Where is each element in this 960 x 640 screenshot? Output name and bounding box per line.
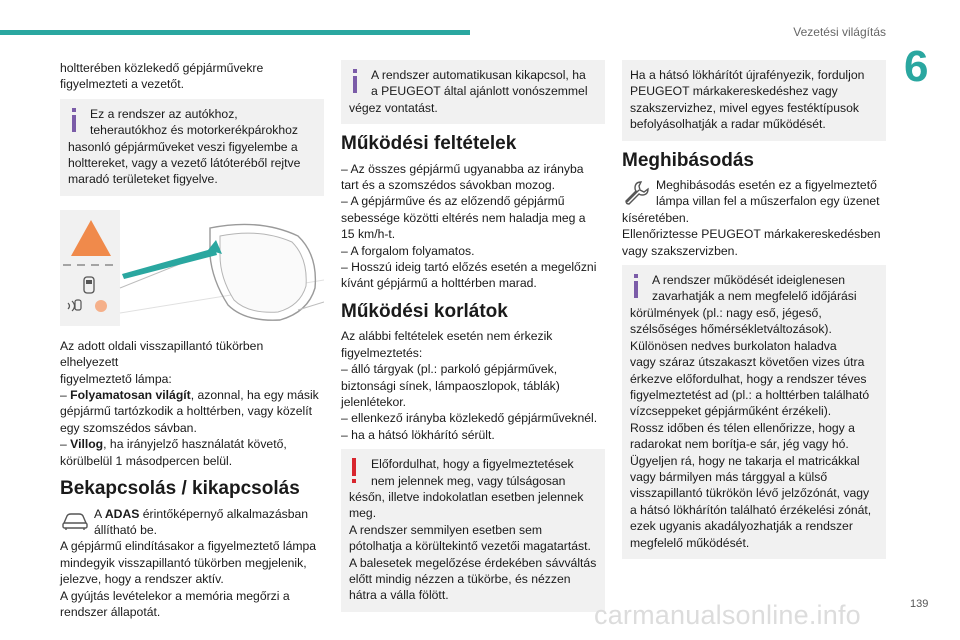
car-top-icon xyxy=(84,277,94,293)
info-icon xyxy=(348,69,362,97)
limits-list: Az alábbi feltételek esetén nem érkezik figyelmeztetés: – álló tárgyak (pl.: parkoló gépjárművek, biztonsági sínek, lámpaoszlopok, táblák) jelenlétekor. – ellenkező irányba közlekedő gépjárműveknél. – ha a hátsó lökhárító sérült. xyxy=(341,329,598,442)
info-box: A rendszer automatikusan kikapcsol, ha a PEUGEOT által ajánlott vonószemmel végez vontatást. xyxy=(341,60,605,124)
header-accent-bar xyxy=(0,30,470,35)
info-box: Ez a rendszer az autókhoz, teherautókhoz és motorkerékpárokhoz hasonló gépjárműveket veszi figyelembe a holttereket, vagy a vezető látóteréből rejtve maradó területeket figyelve. xyxy=(60,99,324,196)
watermark: carmanualsonline.info xyxy=(594,600,861,630)
fault-paragraph: Meghibásodás esetén ez a figyelmeztető lámpa villan fel a műszerfalon egy üzenet xyxy=(622,177,886,210)
section-title: Vezetési világítás xyxy=(793,25,886,39)
car-icon xyxy=(60,507,90,533)
chapter-number: 6 xyxy=(904,42,929,91)
column-3 xyxy=(622,60,886,569)
intro-paragraph: holtterében közlekedő gépjárművekre figyelmezteti a vezetőt. xyxy=(60,61,264,92)
mirror-illustration xyxy=(60,210,324,326)
pointer-line xyxy=(122,248,217,279)
activation-body: A gépjármű elindításakor a figyelmeztető lámpa mindegyik visszapillantó tükörben megjelenik, jelezve, hogy a rendszer aktív. A gyújtás levételekor a memória megőrzi a rendszer állapotát. xyxy=(60,539,317,619)
warning-box: Előfordulhat, hogy a figyelmeztetések nem jelennek meg, vagy túlságosan későn, illetve indokolatlan esetben jelennek meg. A rendszer semmilyen esetben sem pótolhatja a körültekintő vezetői magatartást. A balesetek megelőzése érdekében sávváltás előtt mindig nézzen a tükörbe, és nézzen hátra a válla fölött. xyxy=(341,449,605,612)
info-icon xyxy=(629,274,643,302)
heading-conditions: Működési feltételek xyxy=(341,133,517,155)
warning-icon xyxy=(350,458,358,486)
mirror-figure xyxy=(60,210,324,326)
adas-paragraph: A ADAS érintőképernyő alkalmazásban állítható be. xyxy=(60,506,324,539)
wrench-icon xyxy=(622,178,652,206)
conditions-list: – Az összes gépjármű ugyanabba az irányba tart és a szomszédos sávokban mozog. – A gépjárműve és az előzendő gépjármű sebessége közötti eltérés nem haladja meg a 15 km/h-t. – A forgalom folyamatos. – Hosszú ideig tartó előzés esetén a megelőzni kívánt gépjármű a holttérben marad. xyxy=(341,161,597,291)
heading-limits: Működési korlátok xyxy=(341,300,508,322)
radar-waves-icon xyxy=(68,301,75,311)
fault-body: kíséretében. Ellenőriztesse PEUGEOT márkakereskedésben vagy szakszervizben. xyxy=(622,210,881,258)
heading-activation: Bekapcsolás / kikapcsolás xyxy=(60,478,300,500)
info-icon xyxy=(67,108,81,136)
heading-fault: Meghibásodás xyxy=(622,149,754,171)
info-box: A rendszer működését ideiglenesen zavarhatják a nem megfelelő időjárási körülmények (pl.: nagy eső, jégeső, szélsőséges hőmérsékletváltozások). Különösen nedves burkolaton haladva vagy száraz útszakaszt követően vizes útra érkezve előfordulhat, hogy a rendszer téves figyelmeztetést ad (pl.: a holttérben található vízcseppeket gépjárműként érzékeli). Rossz időben és télen ellenőrizze, hogy a radarokat nem borítja-e sár, jég vagy hó. Ügyeljen rá, hogy ne takarja el matricákkal vagy bármilyen más tárggyal a külső visszapillantó tükrökön lévő jelzőzónát, vagy a hátsó lökhárítón található érzékelési zónát, ezek ugyanis akadályozhatják a rendszer megfelelő működését. xyxy=(622,265,886,559)
lamp-indicator-icon xyxy=(95,300,107,312)
page-number: 139 xyxy=(910,598,929,610)
info-box-plain: Ha a hátsó lökhárítót újrafényezik, forduljon PEUGEOT márkakereskedéshez vagy szakszervizhez, mivel egyes festéktípusok befolyásolhatják a radar működését. xyxy=(622,60,886,141)
column-1 xyxy=(60,60,324,626)
lamp-description: Az adott oldali visszapillantó tükörben elhelyezett figyelmeztető lámpa: – Folyamatosan világít, azonnal, ha egy másik gépjármű tartózkodik a holttérben, vagy közelít egy szomszédos sávban. – Villog, ha irányjelző használatát követő, körülbelül 1 másodpercen belül. xyxy=(60,338,319,468)
warning-triangle-icon xyxy=(71,220,111,256)
column-2 xyxy=(341,60,605,622)
